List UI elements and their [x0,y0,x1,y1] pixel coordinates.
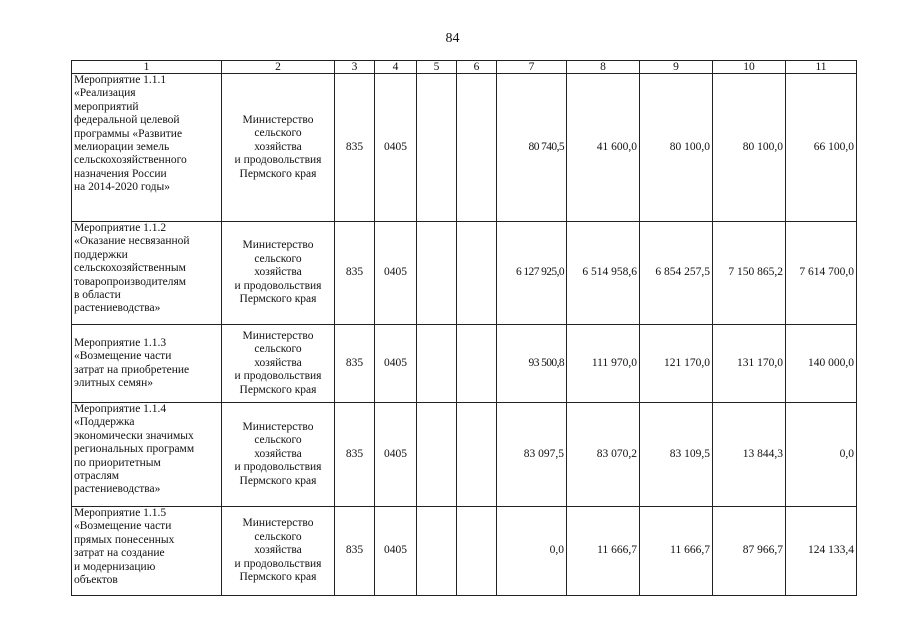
section-code: 0405 [375,74,417,222]
amount-col-9: 83 109,5 [640,403,713,507]
column-header-2: 2 [222,61,335,74]
responsible-org: Министерство сельского хозяйства и продовольствия Пермского края [222,403,335,507]
page-number: 84 [445,31,460,46]
column-header-1: 1 [72,61,222,74]
activity-name: Мероприятие 1.1.2 «Оказание несвязанной поддержки сельскохозяйственным товаропроизводителям в области растениеводства» [72,222,222,325]
activity-name: Мероприятие 1.1.3 «Возмещение части затрат на приобретение элитных семян» [72,325,222,403]
budget-table [71,60,857,596]
ministry-code: 835 [335,507,375,596]
responsible-org: Министерство сельского хозяйства и продовольствия Пермского края [222,74,335,222]
column-header-11: 11 [786,61,857,74]
table-row [72,507,857,596]
expense-type-cell [457,74,497,222]
amount-col-7: 93 500,8 [497,325,567,403]
ministry-code: 835 [335,325,375,403]
amount-col-9: 80 100,0 [640,74,713,222]
amount-col-8: 111 970,0 [567,325,640,403]
ministry-code: 835 [335,222,375,325]
table-row [72,74,857,222]
target-item-cell [417,403,457,507]
expense-type-cell [457,507,497,596]
target-item-cell [417,74,457,222]
ministry-code: 835 [335,403,375,507]
amount-col-9: 11 666,7 [640,507,713,596]
section-code: 0405 [375,325,417,403]
target-item-cell [417,325,457,403]
amount-col-8: 6 514 958,6 [567,222,640,325]
column-header-8: 8 [567,61,640,74]
column-header-10: 10 [713,61,786,74]
responsible-org: Министерство сельского хозяйства и продовольствия Пермского края [222,222,335,325]
column-header-5: 5 [417,61,457,74]
amount-col-10: 87 966,7 [713,507,786,596]
column-header-9: 9 [640,61,713,74]
amount-col-9: 121 170,0 [640,325,713,403]
amount-col-7: 6 127 925,0 [497,222,567,325]
expense-type-cell [457,403,497,507]
amount-col-11: 66 100,0 [786,74,857,222]
amount-col-11: 0,0 [786,403,857,507]
column-header-3: 3 [335,61,375,74]
section-code: 0405 [375,403,417,507]
expense-type-cell [457,325,497,403]
responsible-org: Министерство сельского хозяйства и продовольствия Пермского края [222,507,335,596]
amount-col-7: 80 740,5 [497,74,567,222]
column-header-6: 6 [457,61,497,74]
amount-col-7: 83 097,5 [497,403,567,507]
amount-col-8: 11 666,7 [567,507,640,596]
table-row [72,222,857,325]
activity-name: Мероприятие 1.1.1 «Реализация мероприятий федеральной целевой программы «Развитие мелиорации земель сельскохозяйственного назначения России на 2014-2020 годы» [72,74,222,222]
header-row [72,61,857,74]
amount-col-8: 41 600,0 [567,74,640,222]
ministry-code: 835 [335,74,375,222]
amount-col-10: 13 844,3 [713,403,786,507]
amount-col-11: 7 614 700,0 [786,222,857,325]
column-header-7: 7 [497,61,567,74]
section-code: 0405 [375,507,417,596]
responsible-org: Министерство сельского хозяйства и продовольствия Пермского края [222,325,335,403]
amount-col-11: 124 133,4 [786,507,857,596]
expense-type-cell [457,222,497,325]
amount-col-8: 83 070,2 [567,403,640,507]
target-item-cell [417,222,457,325]
amount-col-10: 7 150 865,2 [713,222,786,325]
activity-name: Мероприятие 1.1.5 «Возмещение части прямых понесенных затрат на создание и модернизацию объектов [72,507,222,596]
table-row [72,325,857,403]
amount-col-10: 80 100,0 [713,74,786,222]
amount-col-10: 131 170,0 [713,325,786,403]
section-code: 0405 [375,222,417,325]
amount-col-11: 140 000,0 [786,325,857,403]
column-header-4: 4 [375,61,417,74]
table-row [72,403,857,507]
target-item-cell [417,507,457,596]
activity-name: Мероприятие 1.1.4 «Поддержка экономически значимых региональных программ по приоритетным отраслям растениеводства» [72,403,222,507]
amount-col-9: 6 854 257,5 [640,222,713,325]
amount-col-7: 0,0 [497,507,567,596]
